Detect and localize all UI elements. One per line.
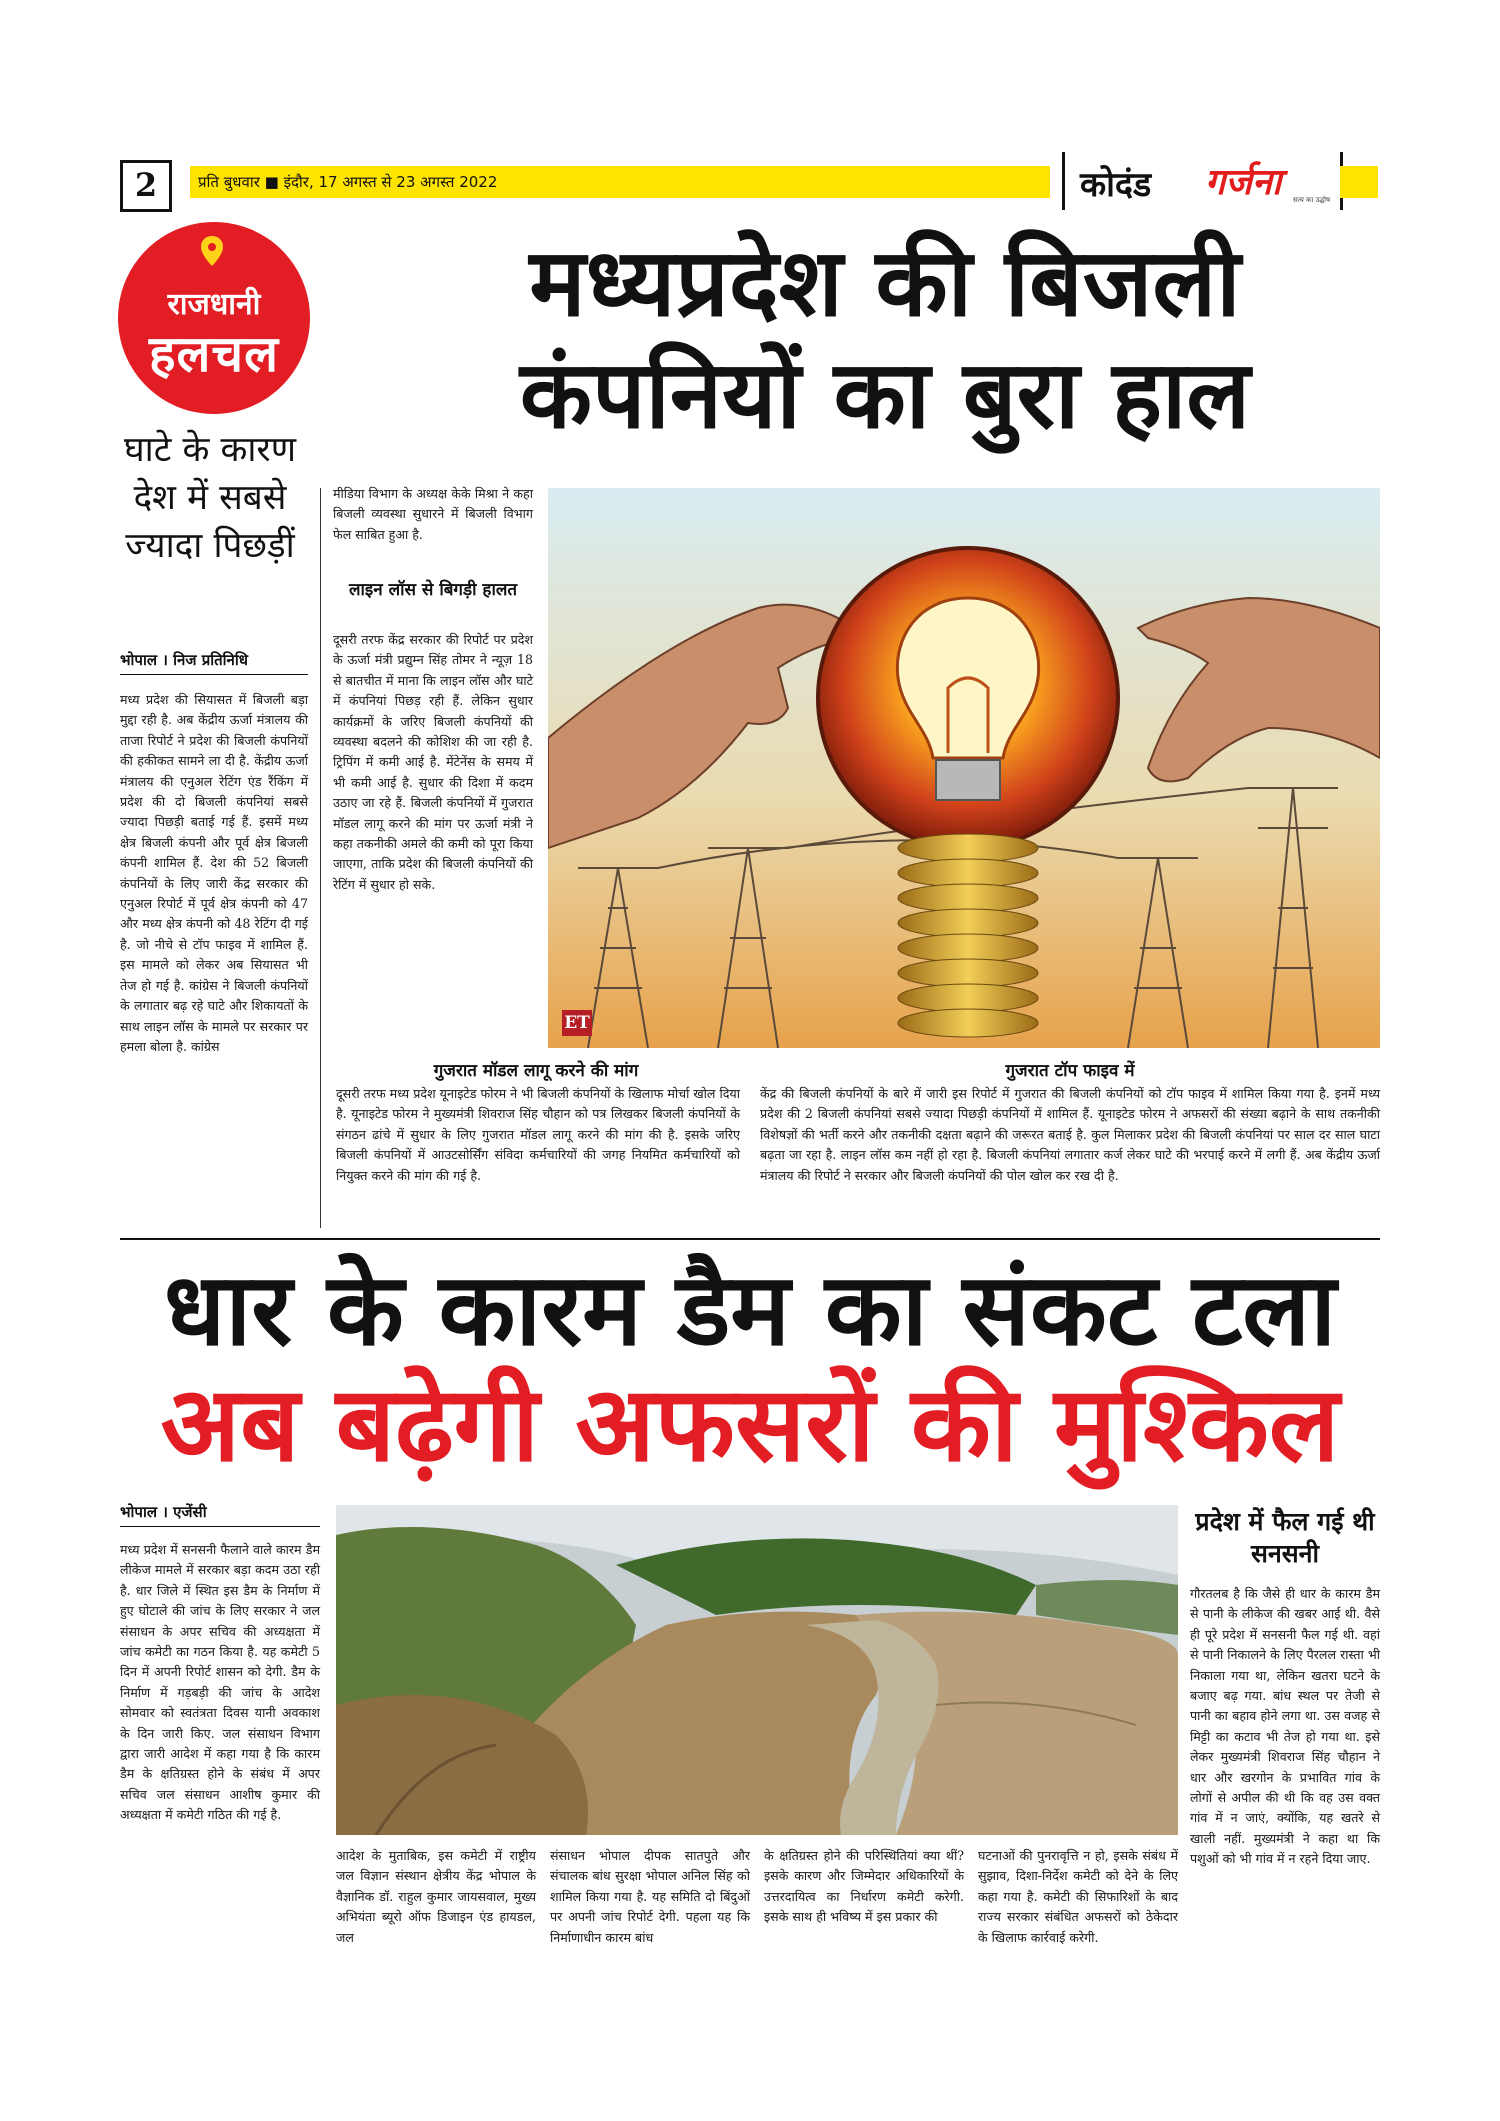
story1-column-2: दूसरी तरफ केंद्र सरकार की रिपोर्ट पर प्रदेश के ऊर्जा मंत्री प्रद्युम्न सिंह तोमर ने न्यूज़ 18 से बातचीत में माना कि लाइन लॉस और घाटे में कंपनियां पिछड़ रही हैं. लेकिन सुधार कार्यक्रमों के जरिए बिजली कंपनियों की व्यवस्था बदलने की कोशिश की जा रही है. ट्रिपिंग में कमी आई है. मेंटेनेंस के समय में भी कमी आई है. सुधार की दिशा में कदम उठाए जा रहे हैं. बिजली कंपनियों में गुजरात मॉडल लागू करने की मांग पर ऊर्जा मंत्री ने कहा तकनीकी अमले की कमी को पूरा किया जाएगा, ताकि प्रदेश की बिजली कंपनियों की रेटिंग में सुधार हो सके. (333, 632, 533, 892)
column-rule (320, 488, 321, 1228)
karam-dam-image (336, 1505, 1178, 1835)
masthead-yellow-bar (1340, 166, 1378, 198)
dateline: प्रति बुधवार ■ इंदौर, 17 अगस्त से 23 अगस्त 2022 (190, 166, 1050, 198)
story1-headline: मध्यप्रदेश की बिजली कंपनियों का बुरा हाल (519, 229, 1251, 450)
bulb-illustration (548, 488, 1380, 1048)
story2-column-4: के क्षतिग्रस्त होने की परिस्थितियां क्या थीं? इसके कारण और जिम्मेदार अधिकारियों के उत्तरदायित्व का निर्धारण कमेटी करेगी. इसके साथ ही भविष्य में इस प्रकार की (764, 1848, 964, 1925)
masthead-brand-part1: कोदंड (1080, 165, 1152, 205)
story1-byline: भोपाल । निज प्रतिनिधि (120, 650, 308, 675)
electricity-bulb-image (548, 488, 1380, 1048)
story1-subhead-line-loss: लाइन लॉस से बिगड़ी हालत (348, 580, 518, 600)
story2-headline-red: अब बढ़ेगी अफसरों की मुश्किल (160, 1363, 1340, 1485)
story1-column-2-intro: मीडिया विभाग के अध्यक्ष केके मिश्रा ने कहा बिजली व्यवस्था सुधारने में बिजली विभाग फेल साबित हुआ है. (333, 486, 533, 542)
dam-landscape (336, 1505, 1178, 1835)
story2-headline: धार के कारम डैम का संकट टला (163, 1251, 1337, 1368)
story2-column-2: आदेश के मुताबिक, इस कमेटी में राष्ट्रीय जल विज्ञान संस्थान क्षेत्रीय केंद्र भोपाल के वैज्ञानिक डॉ. राहुल कुमार जायसवाल, मुख्य अभियंता ब्यूरो ऑफ डिजाइन एंड हायडल, जल (336, 1848, 536, 1945)
story1-column-4: केंद्र की बिजली कंपनियों के बारे में जारी इस रिपोर्ट में गुजरात की बिजली कंपनियों को टॉप फाइव में शामिल किया गया है. इनमें मध्य प्रदेश की 2 बिजली कंपनियां सबसे ज्यादा पिछड़ी कंपनियों में शामिल हैं. यूनाइटेड फोरम ने अफसरों की संख्या बढ़ाने के साथ तकनीकी विशेषज्ञों की भर्ती करने और तकनीकी दक्षता बढ़ाने की जरूरत बताई है. कुल मिलाकर प्रदेश की बिजली कंपनियां पर साल दर साल घाटा बढ़ता जा रहा है. लाइन लॉस कम नहीं हो रहा है. बिजली कंपनियां लगातार कर्ज लेकर घाटे की भरपाई करने में लगी हैं. अब केंद्रीय ऊर्जा मंत्रालय की रिपोर्ट ने सरकार और बिजली कंपनियों की पोल खोल कर रख दी है. (760, 1086, 1380, 1183)
story1-side-headline: घाटे के कारण देश में सबसे ज्यादा पिछड़ीं (123, 430, 297, 566)
section-badge-line2: हलचल (148, 325, 280, 383)
story1-column-3: दूसरी तरफ मध्य प्रदेश यूनाइटेड फोरम ने भी बिजली कंपनियों के खिलाफ मोर्चा खोल दिया है. यूनाइटेड फोरम ने मुख्यमंत्री शिवराज सिंह चौहान को पत्र लिखकर बिजली कंपनियों के संगठन ढांचे में सुधार के लिए गुजरात मॉडल लागू करने की मांग की है. इसके जरिए बिजली कंपनियों में आउटसोर्सिंग संविदा कर्मचारियों की जगह नियमित कर्मचारियों को नियुक्त करने की मांग की गई है. (336, 1086, 740, 1183)
section-badge-line1: राजधानी (167, 287, 261, 322)
story2-side-column: गौरतलब है कि जैसे ही धार के कारम डैम से पानी के लीकेज की खबर आई थी. वैसे ही पूरे प्रदेश में सनसनी फैल गई थी. वहां से पानी निकालने के लिए पैरलल रास्ता भी निकाला गया था, लेकिन खतरा घटने के बजाए बढ़ गया. बांध स्थल पर तेजी से पानी का बहाव होने लगा था. उस वजह से मिट्टी का कटाव भी तेज हो गया था. इसे लेकर मुख्यमंत्री शिवराज सिंह चौहान ने धार और खरगोन के प्रभावित गांव के लोगों से अपील की थी कि वह उस वक्त गांव में न जाएं, क्योंकि, यह खतरे से खाली नहीं. मुख्यमंत्री ने कहा था कि पशुओं को भी गांव में न रहने दिया जाए. (1190, 1586, 1380, 1867)
story2-column-5: घटनाओं की पुनरावृत्ति न हो, इसके संबंध में सुझाव, दिशा-निर्देश कमेटी को देने के लिए कहा गया है. कमेटी की सिफारिशों के बाद राज्य सरकार संबंधित अफसरों को ठेकेदार के खिलाफ कार्रवाई करेगी. (978, 1848, 1178, 1945)
masthead-tagline: सत्य का उद्घोष (1293, 196, 1331, 204)
story2-column-1: मध्य प्रदेश में सनसनी फैलाने वाले कारम डैम लीकेज मामले में सरकार बड़ा कदम उठा रही है. धार जिले में स्थित इस डैम के निर्माण में हुए घोटाले की जांच के लिए सरकार ने जल संसाधन के अपर सचिव की अध्यक्षता में जांच कमेटी का गठन किया है. यह कमेटी 5 दिन में अपनी रिपोर्ट शासन को देगी. डैम के निर्माण में गड़बड़ी की जांच के आदेश सोमवार को स्वतंत्रता दिवस यानी अवकाश के दिन जारी किए. जल संसाधन विभाग द्वारा जारी आदेश में कहा गया है कि कारम डैम के क्षतिग्रस्त होने के संबंध में अपर सचिव जल संसाधन आशीष कुमार की अध्यक्षता में कमेटी गठित की गई है. (120, 1542, 320, 1823)
story1-subhead-gujarat-top-five: गुजरात टॉप फाइव में (1005, 1061, 1135, 1081)
story2-side-headline: प्रदेश में फैल गई थी सनसनी (1195, 1507, 1375, 1568)
story2-column-3: संसाधन भोपाल दीपक सातपुते और संचालक बांध सुरक्षा भोपाल अनिल सिंह को शामिल किया गया है. यह समिति दो बिंदुओं पर अपनी जांच रिपोर्ट देगी. पहला यह कि निर्माणाधीन कारम बांध (550, 1848, 750, 1945)
story1-column-1: मध्य प्रदेश की सियासत में बिजली बड़ा मुद्दा रही है. अब केंद्रीय ऊर्जा मंत्रालय की ताजा रिपोर्ट ने प्रदेश की बिजली कंपनियों की हकीकत सामने ला दी है. केंद्रीय ऊर्जा मंत्रालय की एनुअल रेटिंग एंड रैंकिंग में प्रदेश की दो बिजली कंपनियां सबसे ज्यादा पिछड़ी बताई गई हैं. इसमें मध्य क्षेत्र बिजली कंपनी और पूर्व क्षेत्र बिजली कंपनी शामिल हैं. देश की 52 बिजली कंपनियों के लिए जारी केंद्र सरकार की एनुअल रिपोर्ट में पूर्व क्षेत्र कंपनी को 47 और मध्य क्षेत्र कंपनी को 48 रेटिंग दी गई है. जो नीचे से टॉप फाइव में शामिल हैं. इस मामले को लेकर अब सियासत भी तेज हो गई है. कांग्रेस ने बिजली कंपनियों के लगातार बढ़ रहे घाटे और शिकायतों के साथ लाइन लॉस के मामले पर सरकार पर हमला बोला है. कांग्रेस (120, 692, 308, 1054)
story1-subhead-gujarat-model: गुजरात मॉडल लागू करने की मांग (433, 1061, 639, 1081)
section-divider (120, 1238, 1380, 1240)
image-credit-badge: ET (562, 1010, 592, 1036)
masthead-brand-part2: गर्जना (1205, 162, 1282, 203)
location-pin-icon (200, 236, 224, 266)
page-number: 2 (120, 160, 172, 212)
story2-byline: भोपाल । एजेंसी (120, 1502, 320, 1527)
